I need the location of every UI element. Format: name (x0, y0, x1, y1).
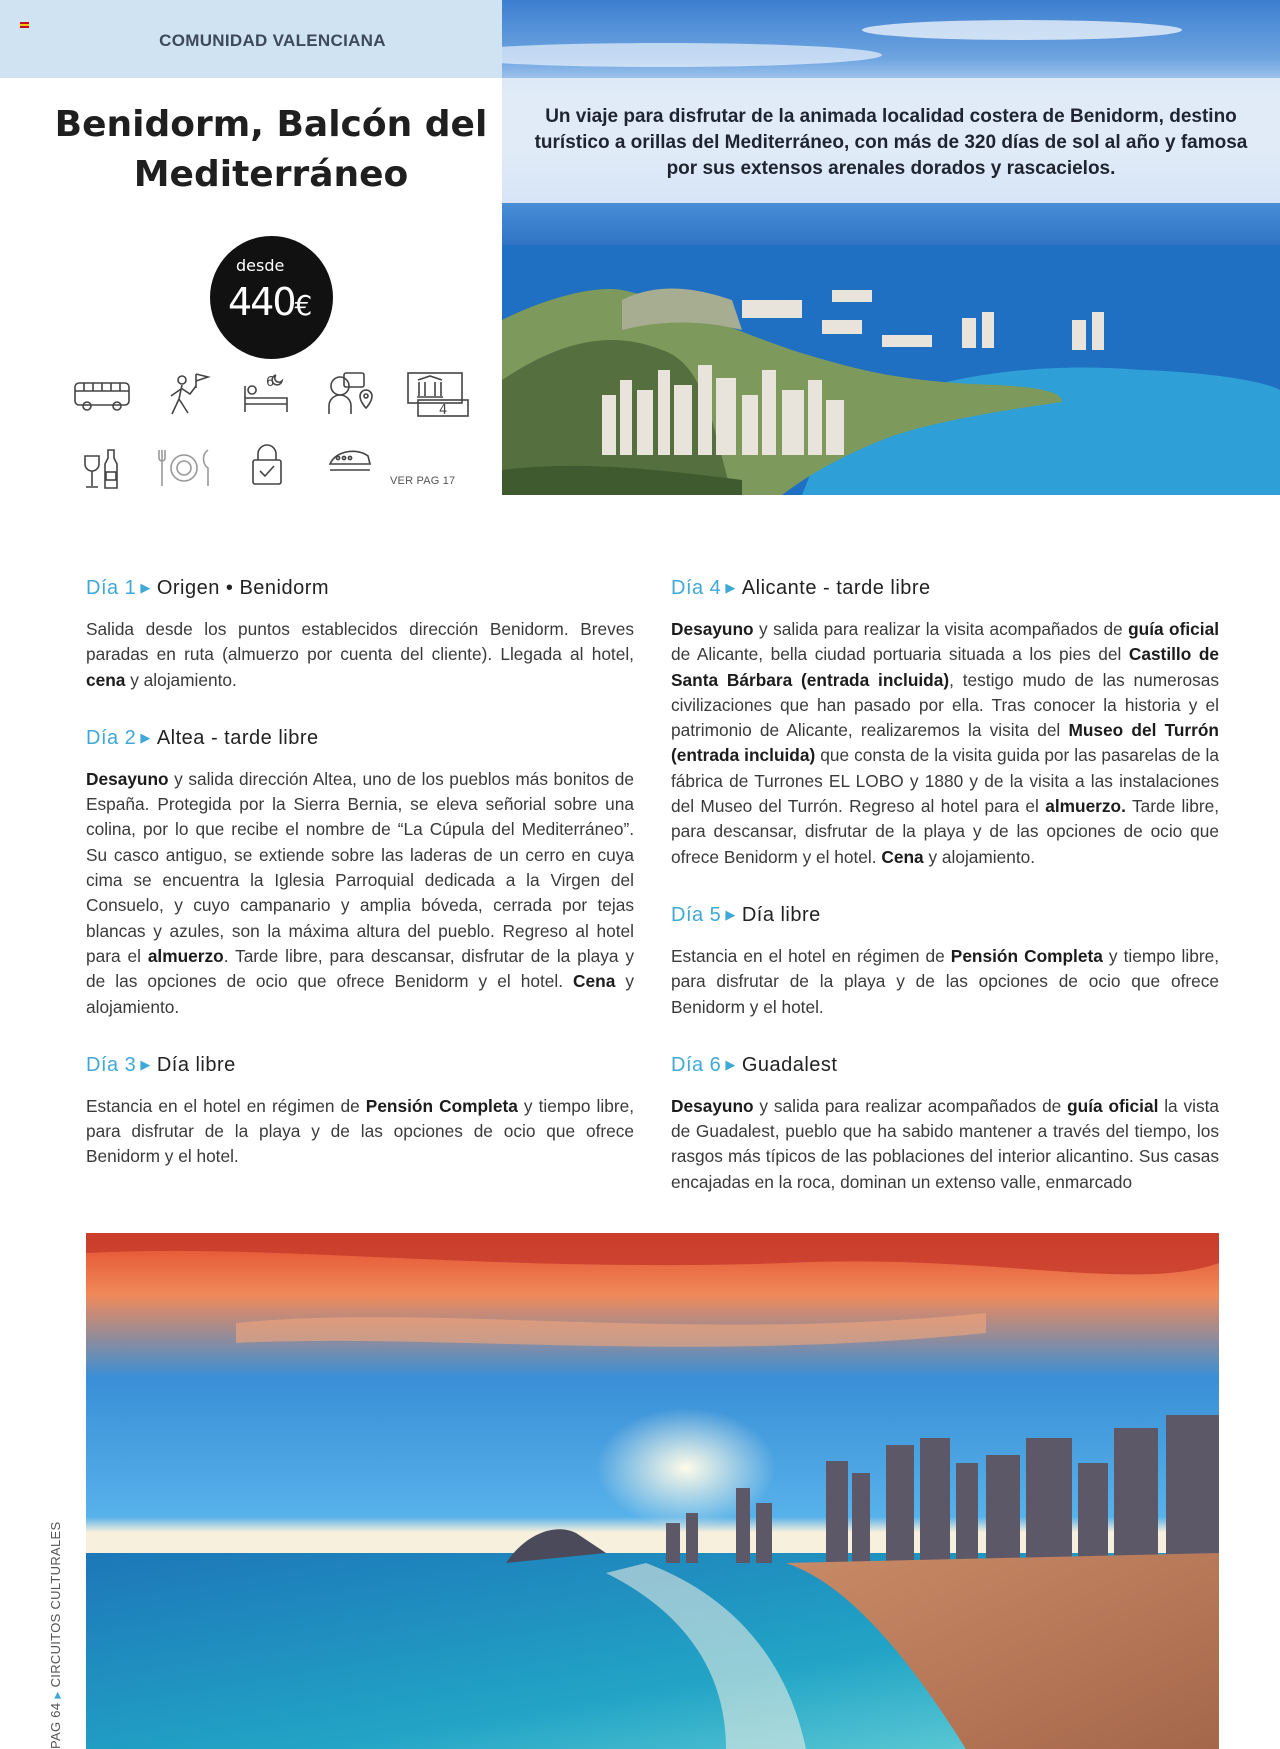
day-heading (671, 1050, 1219, 1080)
day-heading (86, 573, 634, 603)
day-number: Día 5 (671, 903, 722, 926)
spain-flag-icon (20, 22, 29, 28)
trip-title-line2: Mediterráneo (133, 154, 409, 195)
day-text-bold: Cena (573, 971, 616, 992)
day-description (86, 767, 634, 1020)
day-description (671, 944, 1219, 1020)
day-text-bold: Pensión Completa (365, 1095, 518, 1116)
day-text-span: y salida dirección Altea, uno de los pueblos más bonitos de España. Protegida por la Sierra Bernia, se eleva señorial sobre una colina, por lo que recibe el nombre de “La Cúpula del Mediterráneo”. Su casco antiguo, se extiende sobre las laderas de un cerro en cuya cima se encuentra la Iglesia Parroquial dedicada a la Virgen del Consuelo, y cuyo campanario y amplia bóveda, cerrada por tejas blancas y azules, son la máxima altura del pueblo. Regreso al hotel para el (86, 768, 634, 966)
day-text-span: , testigo mudo de las numerosas civilizaciones que han pasado por ella. Tras conocer la historia y el patrimonio de Alicante, realizaremos la visita del (671, 669, 1219, 741)
day-section (671, 900, 1219, 1020)
price-badge (210, 236, 333, 359)
day-text-span: y alojamiento. (125, 669, 237, 690)
day-arrow-icon: ▶ (725, 906, 736, 922)
day-text-bold: guía oficial (1128, 619, 1219, 639)
nights-count: 6 (266, 375, 275, 390)
day-title: Alicante - tarde libre (741, 577, 931, 599)
hero-photo-benidorm-coast (502, 0, 1280, 495)
tickets-4-icon (406, 370, 470, 422)
day-title: Altea - tarde libre (156, 726, 319, 749)
local-guide-icon (324, 370, 374, 422)
day-text-span: y salida para realizar la visita acompañados de (753, 619, 1129, 639)
day-text-span: que consta de la visita guida por las pasarelas de la fábrica de Turrones EL LOBO y 1880 y de la visita a las instalaciones del Museo del Turrón. Regreso al hotel para el (671, 745, 1220, 817)
day-heading (86, 1050, 634, 1080)
page-number: PAG 64 (48, 1702, 63, 1749)
day-text-bold: cena (86, 669, 126, 690)
day-text-span: la vista de Guadalest, pueblo que ha sabido mantener a través del tiempo, los rasgos más típicos de las poblaciones del interior alicantino. Sus casas encajadas en la roca, dominan un extenso valle, enmarcado (671, 1095, 1219, 1192)
day-text-bold: Pensión Completa (950, 945, 1103, 966)
day-number: Día 4 (671, 577, 722, 599)
day-text-bold: almuerzo. (1045, 796, 1126, 817)
day-text-bold: Desayuno (671, 619, 754, 639)
day-arrow-icon: ▶ (140, 580, 151, 595)
bus-icon (73, 380, 131, 416)
day-text-span: y tiempo libre, para disfrutar de la playa y de las opciones de ocio que ofrece Benidorm y el hotel. (671, 945, 1219, 1017)
day-number: Día 1 (86, 577, 137, 599)
day-text-span: y salida para realizar acompañados de (753, 1095, 1068, 1116)
section-name: CIRCUITOS CULTURALES (48, 1521, 63, 1688)
day-arrow-icon: ▶ (140, 1056, 151, 1072)
trip-title (40, 100, 502, 200)
day-title: Guadalest (741, 1053, 838, 1076)
day-section (671, 1050, 1219, 1195)
insurance-lock-icon (250, 444, 284, 490)
hero-landscape (502, 0, 1280, 495)
day-text-span: y alojamiento. (86, 971, 634, 1017)
day-section (86, 723, 634, 1020)
day-section (671, 573, 1219, 870)
train-page-ref: VER PAG 17 (390, 475, 456, 487)
day-arrow-icon: ▶ (725, 580, 736, 595)
price-value (228, 280, 312, 324)
day-text-span: y alojamiento. (923, 846, 1036, 867)
day-text-bold: almuerzo (147, 945, 224, 966)
day-section (86, 573, 634, 693)
day-description (671, 617, 1219, 870)
cutlery-icon (156, 448, 214, 492)
day-arrow-icon: ▶ (140, 729, 151, 745)
day-number: Día 2 (86, 726, 137, 749)
day-heading (86, 723, 634, 753)
tickets-count: 4 (439, 403, 448, 418)
day-text-span: . Tarde libre, para descansar, disfrutar de la playa y de las opciones de ocio que ofrece Benidorm y el hotel. (86, 945, 634, 992)
side-page-tag (48, 1522, 63, 1749)
region-label: COMUNIDAD VALENCIANA (159, 31, 386, 50)
day-text-bold: Cena (881, 846, 924, 867)
day-heading (671, 900, 1219, 930)
day-arrow-icon: ▶ (725, 1056, 736, 1072)
bed-6-nights-icon (242, 372, 290, 420)
day-number: Día 6 (671, 1053, 722, 1076)
day-text-span: Estancia en el hotel en régimen de (86, 1095, 366, 1116)
day-text-span: Salida desde los puntos establecidos dirección Benidorm. Breves paradas en ruta (almuerzo por cuenta del cliente). Llegada al hotel, (86, 619, 634, 665)
day-description (86, 617, 634, 693)
price-currency: € (294, 289, 313, 322)
itinerary-left-column (86, 573, 634, 1200)
day-text-span: de Alicante, bella ciudad portuaria situada a los pies del (671, 644, 1129, 665)
trip-title-line1: Benidorm, Balcón del (54, 104, 488, 145)
day-section (86, 1050, 634, 1170)
hero-tagline: Un viaje para disfrutar de la animada localidad costera de Benidorm, destino turístico a orillas del Mediterráneo, con más de 320 días de sol al año y famosa por sus extensos arenales dorados y rascacielos. (534, 106, 1248, 179)
day-text-bold: guía oficial (1067, 1095, 1159, 1116)
day-text-span: y tiempo libre, para disfrutar de la playa y de las opciones de ocio que ofrece Benidorm y el hotel. (86, 1095, 634, 1167)
day-heading (671, 573, 1219, 603)
sunset-beach-photo (86, 1233, 1219, 1749)
day-text-span: Tarde libre, para descansar, disfrutar de la playa y de las opciones de ocio que ofrece Benidorm y el hotel. (671, 796, 1219, 867)
price-from-label: desde (236, 256, 285, 275)
day-text-bold: Desayuno (671, 1095, 754, 1116)
day-text-span: Estancia en el hotel en régimen de (671, 945, 951, 966)
day-description (86, 1094, 634, 1170)
wine-icon (82, 448, 122, 494)
day-title: Día libre (156, 1053, 236, 1076)
day-title: Origen • Benidorm (156, 577, 330, 599)
guide-flag-icon (162, 372, 212, 422)
day-number: Día 3 (86, 1053, 137, 1076)
day-text-bold: Castillo de Santa Bárbara (entrada incluida) (671, 644, 1219, 690)
day-title: Día libre (741, 903, 821, 926)
day-description (671, 1094, 1219, 1195)
price-amount: 440 (228, 280, 295, 324)
day-text-bold: Museo del Turrón (entrada incluida) (671, 720, 1219, 766)
side-tag-bullet: ▶ (52, 1691, 62, 1699)
itinerary-right-column (671, 573, 1219, 1225)
train-icon (328, 446, 372, 478)
day-text-bold: Desayuno (86, 768, 169, 789)
sunset-scene (86, 1233, 1219, 1749)
